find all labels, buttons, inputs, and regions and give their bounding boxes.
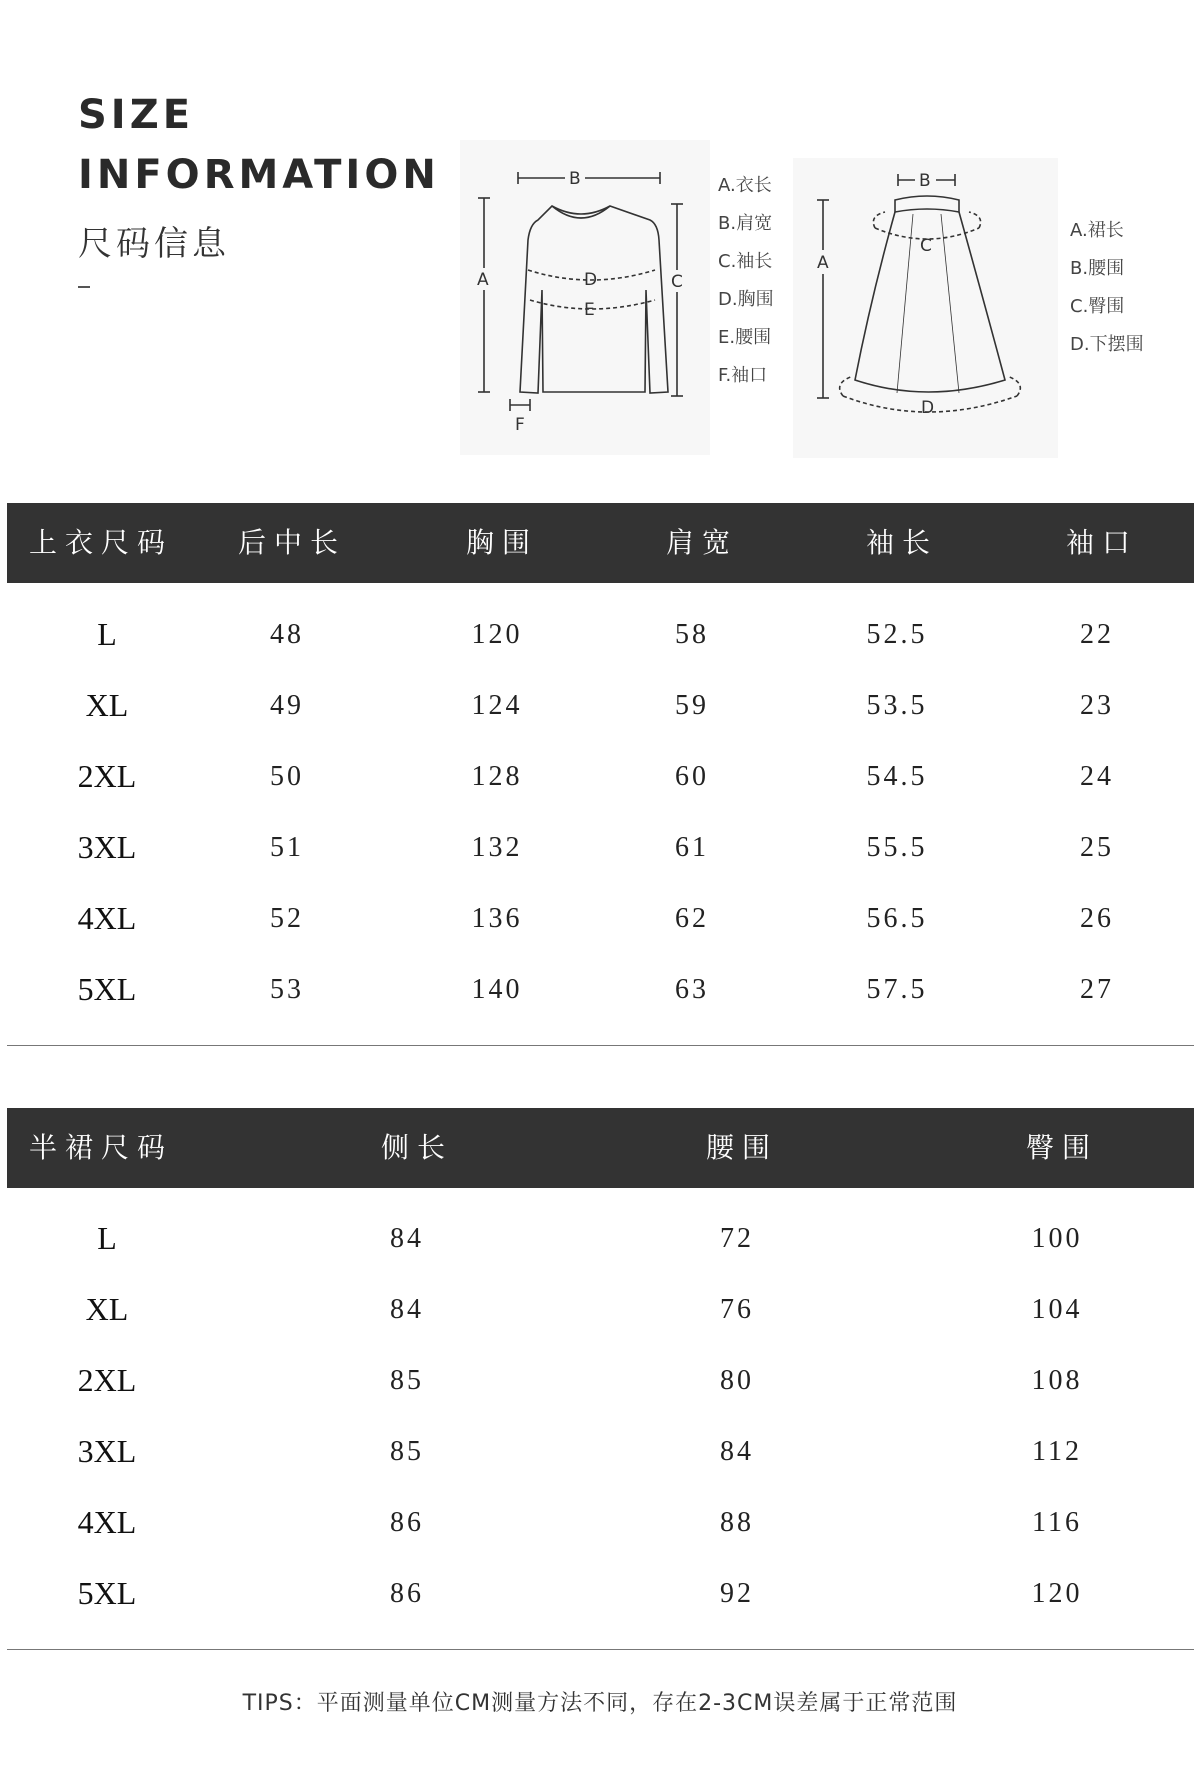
- size-cell: 4XL: [77, 1504, 137, 1540]
- size-cell: 2XL: [77, 1362, 137, 1398]
- diagram-label-f: F: [515, 415, 525, 435]
- skirt-diagram: [793, 158, 1058, 458]
- skirt-illustration: [793, 158, 1058, 458]
- cuff-cell: 27: [1080, 974, 1114, 1005]
- table-row: [7, 1487, 1194, 1558]
- side-length-cell: 85: [390, 1365, 424, 1396]
- side-length-cell: 86: [390, 1578, 424, 1609]
- chest-cell: 136: [471, 903, 523, 934]
- sleeve-cell: 55.5: [866, 832, 928, 863]
- size-cell: L: [97, 616, 117, 652]
- length-cell: 50: [270, 761, 304, 792]
- skirt-table-header: [7, 1108, 1194, 1188]
- skirt-header-side-length: 侧长: [380, 1131, 453, 1164]
- waist-cell: 88: [720, 1507, 754, 1538]
- sleeve-cell: 52.5: [866, 619, 928, 650]
- title-information: INFORMATION: [78, 152, 440, 198]
- legend-item: D.胸围: [718, 289, 774, 310]
- length-cell: 48: [270, 619, 304, 650]
- table-row: [7, 670, 1194, 741]
- size-cell: 4XL: [77, 900, 137, 936]
- hip-cell: 108: [1031, 1365, 1083, 1396]
- sleeve-cell: 54.5: [866, 761, 928, 792]
- skirt-label-a: A: [817, 253, 829, 273]
- side-length-cell: 86: [390, 1507, 424, 1538]
- legend-item: C.臀围: [1070, 296, 1125, 317]
- skirt-label-c: C: [920, 236, 932, 256]
- diagram-label-c: C: [671, 272, 683, 292]
- size-cell: 5XL: [77, 971, 137, 1007]
- legend-item: A.衣长: [718, 175, 772, 196]
- hip-cell: 120: [1031, 1578, 1083, 1609]
- table-row: [7, 954, 1194, 1025]
- shoulder-cell: 60: [675, 761, 709, 792]
- shoulder-cell: 61: [675, 832, 709, 863]
- table-row: [7, 812, 1194, 883]
- sleeve-cell: 53.5: [866, 690, 928, 721]
- chest-cell: 128: [471, 761, 523, 792]
- size-cell: 3XL: [77, 829, 137, 865]
- legend-item: D.下摆围: [1070, 334, 1144, 355]
- table-row: [7, 1416, 1194, 1487]
- top-header-size: 上衣尺码: [29, 526, 174, 559]
- length-cell: 49: [270, 690, 304, 721]
- cuff-cell: 24: [1080, 761, 1114, 792]
- legend-item: B.腰围: [1070, 258, 1125, 279]
- table-row: [7, 1558, 1194, 1629]
- top-header-sleeve: 袖长: [865, 526, 938, 559]
- diagram-label-d: D: [584, 270, 598, 290]
- table-row: [7, 1274, 1194, 1345]
- top-header-shoulder: 肩宽: [665, 526, 738, 559]
- hip-cell: 112: [1032, 1436, 1082, 1467]
- top-header-length: 后中长: [237, 526, 346, 559]
- table-row: [7, 1203, 1194, 1274]
- size-cell: L: [97, 1220, 117, 1256]
- length-cell: 53: [270, 974, 304, 1005]
- legend-item: B.肩宽: [718, 213, 773, 234]
- legend-item: F.袖口: [718, 365, 768, 386]
- chest-cell: 140: [471, 974, 523, 1005]
- table-row: [7, 599, 1194, 670]
- chest-cell: 124: [471, 690, 523, 721]
- table-row: [7, 1345, 1194, 1416]
- size-cell: XL: [85, 1291, 129, 1327]
- chest-cell: 132: [471, 832, 523, 863]
- waist-cell: 80: [720, 1365, 754, 1396]
- waist-cell: 72: [720, 1223, 754, 1254]
- top-garment-illustration: [460, 140, 710, 455]
- legend-item: E.腰围: [718, 327, 772, 348]
- shoulder-cell: 62: [675, 903, 709, 934]
- cuff-cell: 25: [1080, 832, 1114, 863]
- diagram-label-b: B: [569, 169, 581, 189]
- table-row: [7, 741, 1194, 812]
- table-row: [7, 883, 1194, 954]
- title-dash: [78, 286, 90, 288]
- side-length-cell: 84: [390, 1223, 424, 1254]
- hip-cell: 104: [1031, 1294, 1083, 1325]
- title-chinese: 尺码信息: [78, 224, 230, 264]
- skirt-header-size: 半裙尺码: [29, 1131, 174, 1164]
- legend-item: A.裙长: [1070, 220, 1124, 241]
- skirt-diagram-legend: [1070, 212, 1144, 364]
- waist-cell: 84: [720, 1436, 754, 1467]
- waist-cell: 92: [720, 1578, 754, 1609]
- shoulder-cell: 63: [675, 974, 709, 1005]
- top-table-divider: [7, 1045, 1194, 1046]
- top-header-cuff: 袖口: [1065, 526, 1138, 559]
- skirt-label-d: D: [921, 398, 935, 418]
- top-table-header: [7, 503, 1194, 583]
- skirt-header-waist: 腰围: [705, 1131, 778, 1164]
- hip-cell: 100: [1031, 1223, 1083, 1254]
- skirt-header-hip: 臀围: [1025, 1131, 1098, 1164]
- sleeve-cell: 56.5: [866, 903, 928, 934]
- top-header-chest: 胸围: [465, 526, 538, 559]
- cuff-cell: 26: [1080, 903, 1114, 934]
- legend-item: C.袖长: [718, 251, 773, 272]
- top-diagram-legend: [718, 167, 774, 395]
- length-cell: 52: [270, 903, 304, 934]
- cuff-cell: 22: [1080, 619, 1114, 650]
- cuff-cell: 23: [1080, 690, 1114, 721]
- hip-cell: 116: [1032, 1507, 1082, 1538]
- chest-cell: 120: [471, 619, 523, 650]
- length-cell: 51: [270, 832, 304, 863]
- sleeve-cell: 57.5: [866, 974, 928, 1005]
- skirt-table-body: [7, 1203, 1194, 1629]
- size-cell: 3XL: [77, 1433, 137, 1469]
- size-cell: 5XL: [77, 1575, 137, 1611]
- measurement-tips: TIPS：平面测量单位CM测量方法不同，存在2-3CM误差属于正常范围: [242, 1691, 958, 1716]
- top-table-body: [7, 599, 1194, 1025]
- skirt-table-divider: [7, 1649, 1194, 1650]
- side-length-cell: 85: [390, 1436, 424, 1467]
- skirt-label-b: B: [919, 171, 931, 191]
- top-garment-diagram: [460, 140, 710, 455]
- side-length-cell: 84: [390, 1294, 424, 1325]
- size-cell: XL: [85, 687, 129, 723]
- diagram-label-e: E: [584, 300, 595, 320]
- diagram-label-a: A: [477, 270, 489, 290]
- title-size: SIZE: [78, 92, 195, 138]
- shoulder-cell: 59: [675, 690, 709, 721]
- shoulder-cell: 58: [675, 619, 709, 650]
- waist-cell: 76: [720, 1294, 754, 1325]
- size-cell: 2XL: [77, 758, 137, 794]
